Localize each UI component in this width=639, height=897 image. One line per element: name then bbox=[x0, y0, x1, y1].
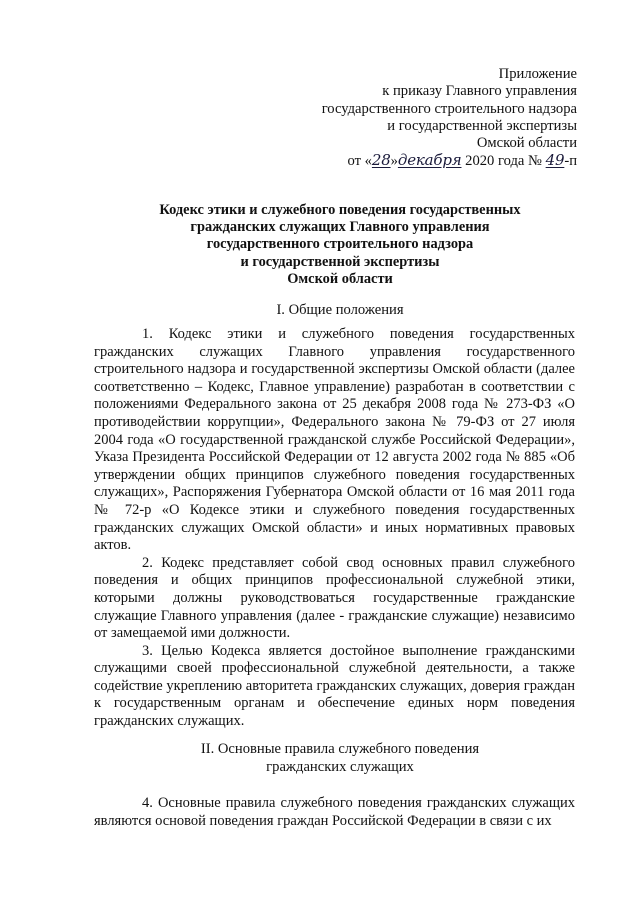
section-2-heading bbox=[120, 740, 560, 776]
title-line-1: Кодекс этики и служебного поведения государственных bbox=[159, 202, 521, 218]
date-month-handwritten: декабря bbox=[397, 151, 462, 170]
date-day-handwritten: 28 bbox=[371, 151, 391, 170]
title-line-5: Омской области bbox=[287, 270, 393, 287]
title-line-4: и государственной экспертизы bbox=[240, 253, 440, 270]
number-sign: № bbox=[528, 153, 542, 170]
appendix-line-4: и государственной экспертизы bbox=[387, 117, 577, 134]
title-line-2: гражданских служащих Главного управления bbox=[190, 219, 490, 236]
appendix-line-5: Омской области bbox=[476, 135, 577, 152]
paragraph-1: 1. Кодекс этики и служебного поведения государственных гражданских служащих Главного управления государственного строительного надзора и государственной экспертизы Омской области (далее соответственно – Кодекс, Главное управление) разработан в соответствии с положениями Федерального закона от 25 декабря 2008 года № 273-ФЗ «О противодействии коррупции», Федерального закона № 79-ФЗ от 27 июля 2004 года «О государственной гражданской службе Российской Федерации», Указа Президента Российской Федерации от 12 августа 2002 года № 885 «Об утверждении общих принципов служебного поведения государственных служащих», Распоряжения Губернатора Омской области от 16 мая 2011 года № 72-р «О Кодексе этики и служебного поведения государственных гражданских служащих Омской области» и иных нормативных правовых актов. bbox=[94, 326, 575, 554]
section-1-body bbox=[94, 326, 575, 731]
number-suffix: -п bbox=[564, 153, 577, 170]
section-1-heading-text: I. Общие положения bbox=[276, 302, 404, 318]
appendix-date-line bbox=[322, 152, 577, 170]
date-separator: » bbox=[390, 153, 398, 170]
section-2-heading-line-2: гражданских служащих bbox=[266, 759, 414, 775]
appendix-block bbox=[322, 66, 577, 171]
section-2-heading-line-1: II. Основные правила служебного поведения bbox=[200, 741, 480, 757]
appendix-line-1: Приложение bbox=[498, 66, 577, 82]
appendix-line-3: государственного строительного надзора bbox=[321, 100, 577, 117]
date-prefix: от « bbox=[347, 153, 372, 170]
order-number-handwritten: 49 bbox=[545, 151, 565, 170]
appendix-line-2: к приказу Главного управления bbox=[382, 83, 577, 100]
section-1-heading bbox=[120, 301, 560, 319]
date-year: 2020 года bbox=[465, 153, 525, 170]
title-line-3: государственного строительного надзора bbox=[206, 236, 474, 253]
paragraph-2: 2. Кодекс представляет собой свод основных правил служебного поведения и общих принципов профессиональной служебной этики, которыми должны руководствоваться государственные гражданские служащие Главного управления (далее - гражданские служащие) независимо от замещаемой ими должности. bbox=[94, 554, 575, 642]
paragraph-4: 4. Основные правила служебного поведения гражданских служащих являются основой поведения граждан Российской Федерации в связи с их bbox=[94, 795, 575, 829]
section-2-body bbox=[94, 795, 575, 830]
document-title bbox=[140, 202, 540, 288]
paragraph-3: 3. Целью Кодекса является достойное выполнение гражданскими служащими своей профессиональной служебной деятельности, а также содействие укреплению авторитета гражданских служащих, доверия граждан к государственным органам и обеспечение единых норм поведения гражданских служащих. bbox=[94, 642, 575, 730]
